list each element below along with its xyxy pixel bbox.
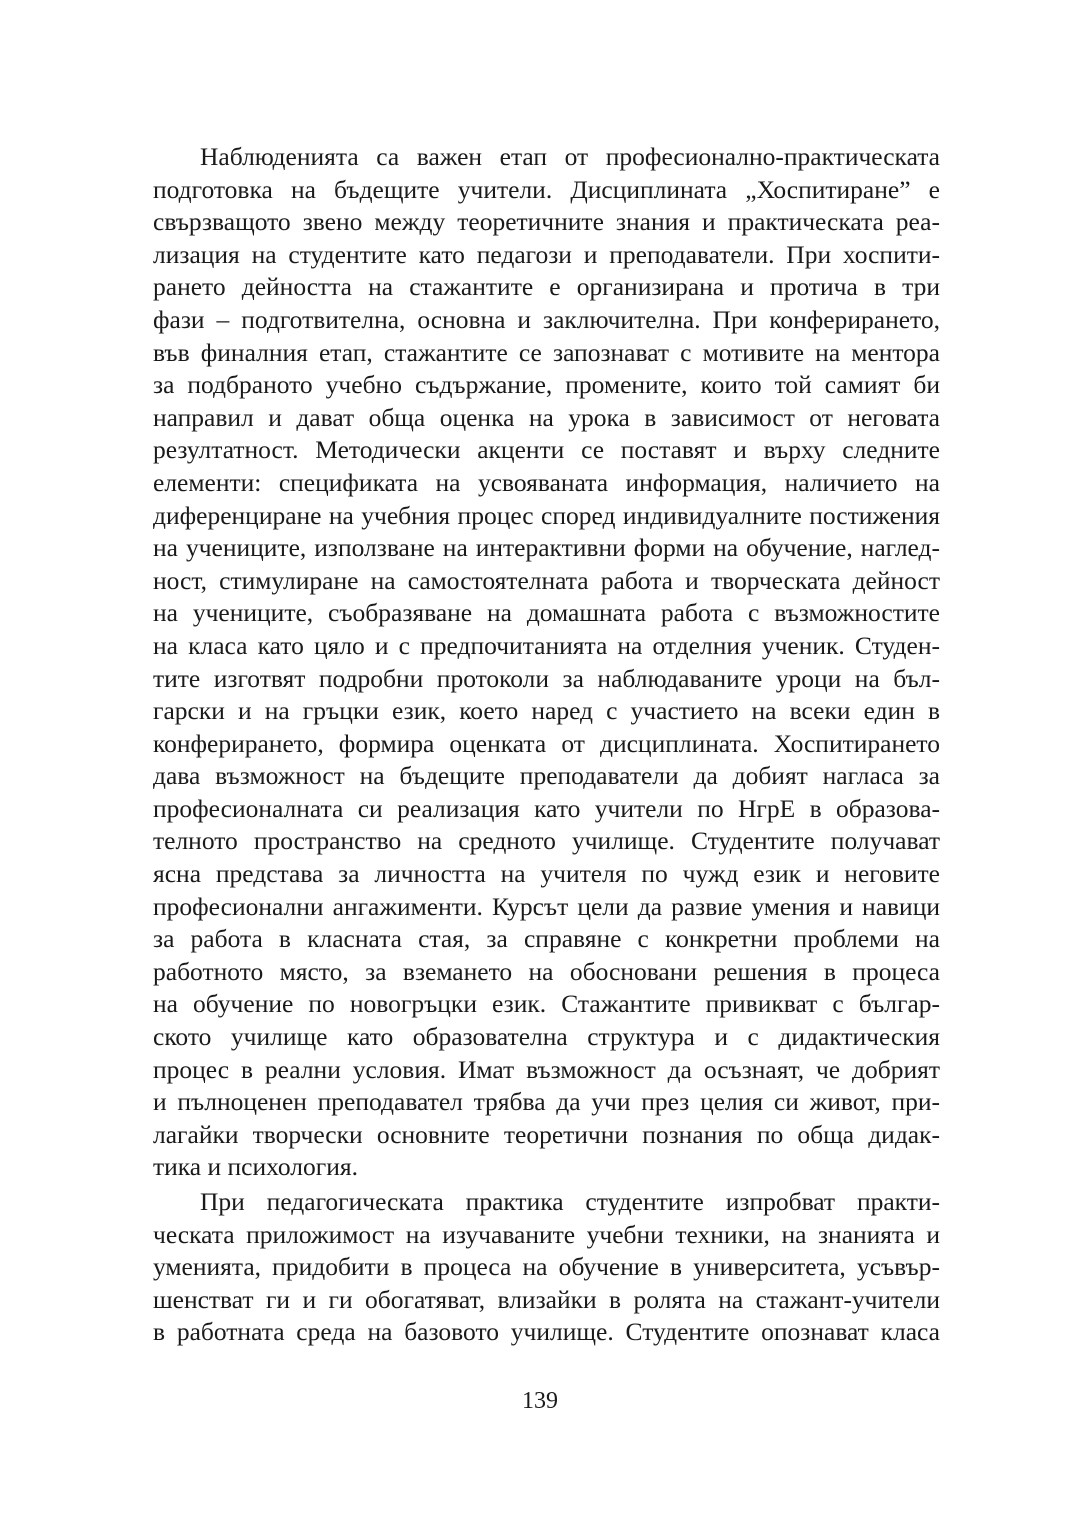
text-line: работното място, за вземането на обосновани решения в процеса xyxy=(153,956,940,986)
text-line: за работа в класната стая, за справяне с конкретни проблеми на xyxy=(153,924,940,954)
text-line: процес в реални условия. Имат възможност да осъзнаят, че добрият xyxy=(153,1054,940,1084)
text-line: лагайки творчески основните теоретични познания по обща дидак- xyxy=(153,1119,940,1149)
text-line: направил и дават обща оценка на урока в зависимост от неговата xyxy=(153,402,940,432)
body-text xyxy=(153,141,940,1349)
text-line: резултатност. Методически акценти се поставят и върху следните xyxy=(153,435,940,465)
text-line: на учениците, използване на интерактивни форми на обучение, наглед- xyxy=(153,533,940,563)
text-line: ското училище като образователна структура и с дидактическия xyxy=(153,1022,940,1052)
text-line: рането дейността на стажантите е организирана и протича в три xyxy=(153,272,940,302)
text-line: в работната среда на базовото училище. Студентите опознават класа xyxy=(153,1317,940,1347)
text-line: шенстват ги и ги обогатяват, влизайки в ролята на стажант-учители xyxy=(153,1284,940,1314)
text-line: Наблюденията са важен етап от професионално-практическата xyxy=(200,142,940,171)
text-line: професионални ангажименти. Курсът цели да развие умения и навици xyxy=(153,891,940,921)
text-line: професионалната си реализация като учители по НгрЕ в образова- xyxy=(153,793,940,823)
text-line: свързващото звено между теоретичните знания и практическата реа- xyxy=(153,207,940,237)
text-line: подготовка на бъдещите учители. Дисциплината „Хоспитиране” е xyxy=(153,174,940,204)
text-line: уменията, придобити в процеса на обучение в университета, усъвър- xyxy=(153,1252,940,1282)
text-line: за подбраното учебно съдържание, промените, които той самият би xyxy=(153,370,940,400)
text-line: ност, стимулиране на самостоятелната работа и творческата дейност xyxy=(153,565,940,595)
text-line: ясна представа за личността на учителя по чужд език и неговите xyxy=(153,859,940,889)
text-line: диференциране на учебния процес според индивидуалните постижения xyxy=(153,500,940,530)
text-line: дава възможност на бъдещите преподаватели да добият нагласа за xyxy=(153,761,940,791)
text-line: гарски и на гръцки език, което наред с участието на всеки един в xyxy=(153,696,940,726)
text-line: на обучение по новогръцки език. Стажантите привикват с българ- xyxy=(153,989,940,1019)
text-line: елементи: спецификата на усвояваната информация, наличието на xyxy=(153,467,940,497)
text-line: При педагогическата практика студентите изпробват практи- xyxy=(200,1187,940,1216)
text-line: телното пространство на средното училище. Студентите получават xyxy=(153,826,940,856)
paragraph xyxy=(153,1186,940,1349)
text-line: фази – подготвителна, основна и заключителна. При конферирането, xyxy=(153,304,940,334)
text-line: лизация на студентите като педагози и преподаватели. При хоспити- xyxy=(153,239,940,269)
text-line: на класа като цяло и с предпочитанията на отделния ученик. Студен- xyxy=(153,630,940,660)
text-line: на учениците, съобразяване на домашната работа с възможностите xyxy=(153,598,940,628)
paragraph xyxy=(153,141,940,1184)
text-line: и пълноценен преподавател трябва да учи през целия си живот, при- xyxy=(153,1087,940,1117)
text-line: тите изготвят подробни протоколи за наблюдаваните уроци на бъл- xyxy=(153,663,940,693)
text-line: ческата приложимост на изучаваните учебни техники, на знанията и xyxy=(153,1219,940,1249)
text-line: тика и психология. xyxy=(153,1152,358,1182)
text-line: във финалния етап, стажантите се запознават с мотивите на ментора xyxy=(153,337,940,367)
page-number: 139 xyxy=(522,1388,558,1414)
text-line: конферирането, формира оценката от дисциплината. Хоспитирането xyxy=(153,728,940,758)
